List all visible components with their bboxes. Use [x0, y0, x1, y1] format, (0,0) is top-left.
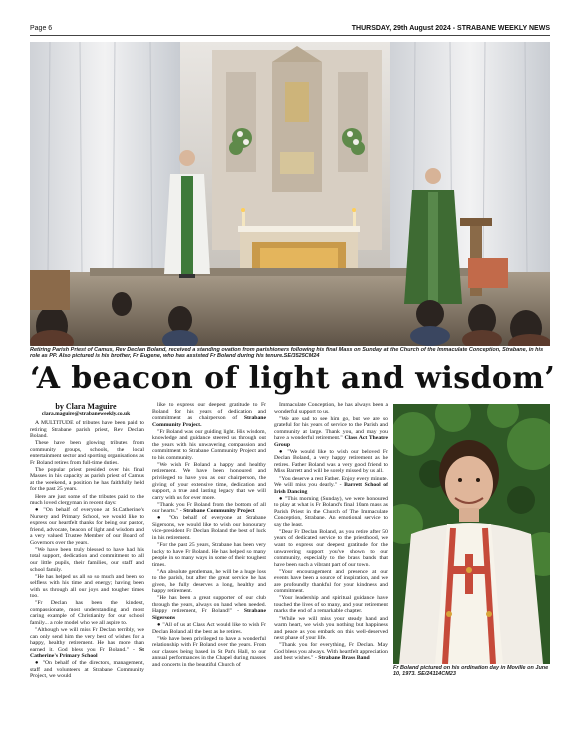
young-priest-illustration [393, 404, 550, 664]
paragraph: These have been glowing tributes from community groups, schools, the local entertainment sector and sporting organisations as Fr Boland retires from full-time duties. [30, 440, 144, 466]
ordination-photo [393, 404, 550, 664]
paragraph: "Your leadership and spiritual guidance have touched the lives of so many, and your retirement marks the end of a remarkable chapter. [274, 595, 388, 615]
church-altar-illustration [30, 42, 550, 346]
paragraph: "Fr Declan has been the kindest, compassionate, most understanding and most caring example of Christianity for our school family... a role model who we all aspire to. [30, 600, 144, 626]
paragraph: The popular priest presided over his final Masses in his capacity as parish priest of Camus at the weekend, a position he has faithfully held for the past 25 years. [30, 466, 144, 493]
paragraph: "We have been privileged to have a wonderful relationship with Fr Boland over the years. From our classes being based in St Pat's Hall, to our annual performances in the Chapel during masses and concerts in the beautiful Church of [152, 635, 266, 668]
running-head: THURSDAY, 29th August 2024 - STRABANE WEEKLY NEWS [351, 25, 550, 32]
tribute-attribution: Strabane Brass Band [318, 655, 370, 662]
tribute-attribution: St Catherine's Primary School [30, 646, 144, 660]
byline [30, 402, 142, 418]
paragraph: "Dear Fr Declan Boland, as you retire after 50 years of dedicated service to the priesthood, we want to express our deepest gratitude for the unwavering support you've shown to our community, especially to the brass bands that have been such a vibrant part of our town. [274, 528, 388, 568]
tribute-attribution: Strabane Community Project. [152, 415, 266, 428]
paragraph: A MULTITUDE of tributes have been paid to retiring Strabane parish priest, Rev Declan Boland. [30, 420, 144, 440]
paragraph: "Although we will miss Fr Declan terribly, we can only send him the very best of wishes for a happy, healthy retirement. He has more than earned it. God bless you Fr Boland." - St Catherine's Primary School [30, 626, 144, 660]
paragraph: "Thank you for everything, Fr Declan. May God bless you always. With heartfelt appreciation and best wishes." - Strabane Brass Band [274, 642, 388, 662]
paragraph: "We are sad to see him go, but we are so grateful for his years of service to the Parish and community at large. Thank you, and may you have a wonderful retirement." Class Act Theatre Group [274, 415, 388, 448]
paragraph: ● "All of us at Class Act would like to wish Fr Declan Boland all the best as he retires. [152, 622, 266, 635]
main-photo [30, 42, 550, 346]
paragraph: "He has helped us all so so much and been so selfless with his time and energy; having been with us through all our joys and tougher times too. [30, 573, 144, 600]
running-header [30, 24, 550, 36]
paragraph: ● "On behalf of the directors, management, staff and volunteers at Strabane Community Project, we would [30, 660, 144, 680]
paragraph: ● "We would like to wish our beloved Fr Declan Boland, a very happy retirement as he retires. Father Boland was a very good friend to Miss Barrett and will be sorely missed by us all. [274, 448, 388, 475]
paragraph: Here are just some of the tributes paid to the much loved clergyman in recent days: [30, 493, 144, 507]
article-column-1 [30, 420, 144, 718]
paragraph: "Your encouragement and presence at our events have been a source of inspiration, and we are profoundly thankful for your kindness and commitment. [274, 568, 388, 595]
page-number: Page 6 [30, 25, 53, 32]
article-column-3 [274, 402, 388, 718]
paragraph: Immaculate Conception, he has always been a wonderful support to us. [274, 402, 388, 415]
byline-email[interactable]: clara.maguire@strabaneweekly.co.uk [41, 411, 131, 417]
article-column-2 [152, 402, 266, 718]
tribute-attribution: Class Act Theatre Group [274, 435, 388, 448]
headline: ‘A beacon of light and wisdom’ [30, 361, 556, 396]
paragraph: "Thank you Fr Boland from the bottom of all our hearts." - Strabane Community Project [152, 501, 266, 515]
paragraph: ● "On behalf of everyone at St.Catherine's Nursery and Primary School, we would like to express our heartfelt thanks for being our pastor, friend, advocate, beacon of light and wisdom and a very valued Trustee Member of our Board of Governors over the years. [30, 507, 144, 546]
main-photo-caption: Retiring Parish Priest of Camus, Rev Declan Boland, received a standing ovation from parishioners following his final Mass on Sunday at the Church of the Immaculate Conception, Strabane, in his role as PP. Also pictured is his brother, Fr Eugene, who has assisted Fr Boland during his tenure.SE/3525CM24 [30, 347, 544, 360]
paragraph: ● "This morning (Sunday), we were honoured to play at what is Fr Boland's final 10am mass as Parish Priest in the Church of The Immaculate Conception, Strabane. An emotional service to say the least. [274, 495, 388, 528]
tribute-attribution: Barrett School of Irish Dancing [274, 482, 388, 495]
byline-author: by Clara Maguire [55, 402, 117, 411]
paragraph: "For the past 25 years, Strabane has been very lucky to have Fr Boland. He has helped so many people in so many ways in some of their toughest times. [152, 541, 266, 568]
paragraph: "We wish Fr Boland a happy and healthy retirement. We have been honoured and privileged to have you as our chairperson, the giving of your extensive time, dedication and support, a true and lasting legacy that we will carry with us for ever more. [152, 461, 266, 501]
paragraph: "He has been a great supporter of our club through the years, always on hand when needed. Happy retirement, Fr Boland!" - Strabane Sigersons [152, 595, 266, 621]
paragraph: "You deserve a rest Father. Enjoy every minute. We will miss you dearly." - Barrett School of Irish Dancing [274, 475, 388, 495]
paragraph: "We have been truly blessed to have had his total support, dedication and commitment to all our little pupils, their families, our staff and school family. [30, 546, 144, 573]
paragraph: "Fr Boland was our guiding light. His wisdom, knowledge and guidance steered us through out the years with his unwavering compassion and commitment to Strabane Community Project and to his community. [152, 428, 266, 461]
paragraph: "An absolute gentleman, he will be a huge loss to the parish, but after the great service he has given, he fully deserves a long, healthy and happy retirement. [152, 568, 266, 595]
paragraph: ● "On behalf of everyone at Strabane Sigersons, we would like to wish our honourary vice-president Fr Declan Boland the best of luck in his retirement. [152, 515, 266, 541]
tribute-attribution: Strabane Community Project [183, 508, 255, 515]
ordination-photo-caption: Fr Boland pictured on his ordination day in Moville on June 10, 1973. SE/24114CM23 [393, 665, 549, 678]
paragraph: like to express our deepest gratitude to Fr Boland for his years of dedication and commitment as chairperson of Strabane Community Project. [152, 402, 266, 428]
paragraph: "While we will miss your steady hand and warm heart, we wish you nothing but happiness and peace as you embark on this well-deserved next phase of your life. [274, 615, 388, 642]
tribute-attribution: Strabane Sigersons [152, 608, 266, 621]
